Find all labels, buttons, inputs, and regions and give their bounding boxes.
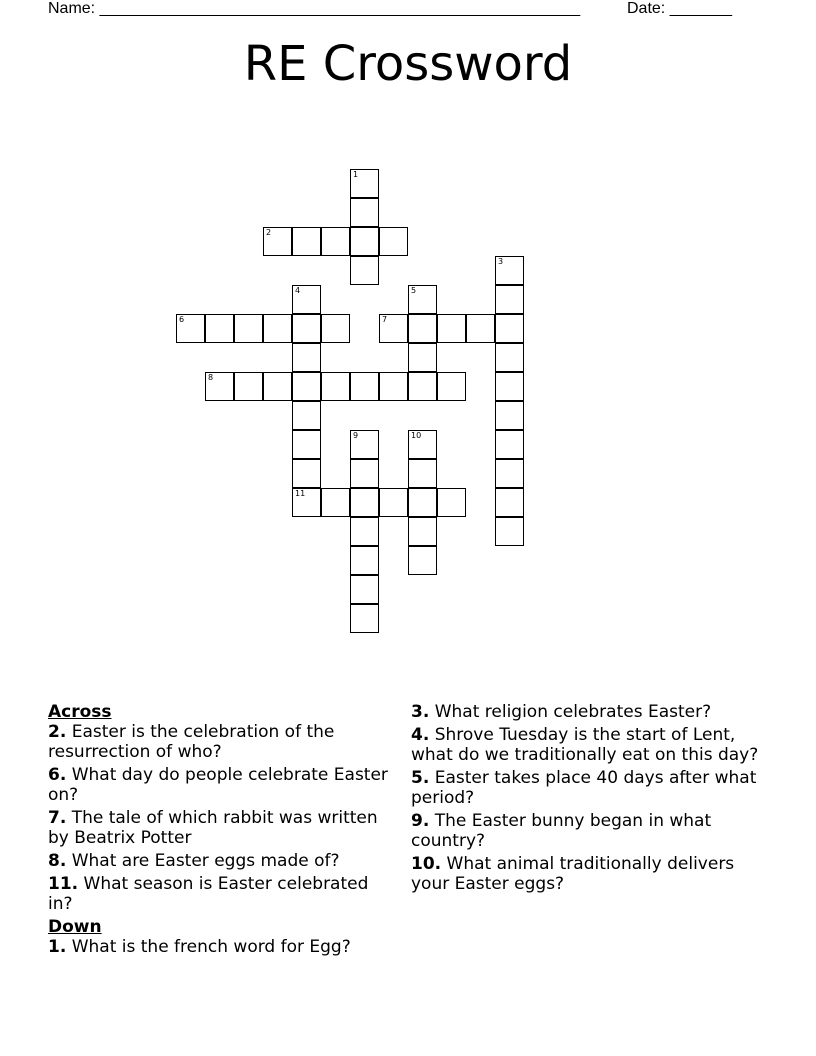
clue-item-text: Easter is the celebration of the resurrection of who? bbox=[48, 722, 335, 762]
page-title: RE Crossword bbox=[243, 36, 573, 92]
clue-number-label: 1 bbox=[353, 170, 359, 179]
crossword-cell[interactable] bbox=[263, 227, 292, 256]
crossword-cell[interactable] bbox=[379, 314, 408, 343]
crossword-cell[interactable] bbox=[495, 517, 524, 546]
crossword-cell[interactable] bbox=[408, 372, 437, 401]
clue-number-label: 9 bbox=[353, 431, 359, 440]
clue-number-label: 4 bbox=[295, 286, 301, 295]
across-clue-list bbox=[48, 722, 393, 914]
crossword-cell[interactable] bbox=[350, 546, 379, 575]
clue-item-number: 11. bbox=[48, 874, 79, 894]
clue-item-text: The Easter bunny began in what country? bbox=[411, 811, 712, 851]
clue-item-number: 6. bbox=[48, 765, 67, 785]
crossword-cell[interactable] bbox=[495, 401, 524, 430]
crossword-cell[interactable] bbox=[350, 227, 379, 256]
crossword-cell[interactable] bbox=[205, 314, 234, 343]
clue-item-number: 4. bbox=[411, 725, 430, 745]
crossword-cell[interactable] bbox=[408, 488, 437, 517]
crossword-cell[interactable] bbox=[495, 430, 524, 459]
crossword-cell[interactable] bbox=[292, 285, 321, 314]
clue-number-label: 8 bbox=[208, 373, 214, 382]
crossword-cell[interactable] bbox=[321, 488, 350, 517]
crossword-cell[interactable] bbox=[292, 372, 321, 401]
down-clue-list-left bbox=[48, 937, 393, 957]
crossword-cell[interactable] bbox=[350, 256, 379, 285]
clue-number-label: 10 bbox=[411, 431, 422, 440]
clue-item bbox=[411, 702, 771, 722]
crossword-cell[interactable] bbox=[292, 314, 321, 343]
crossword-cell[interactable] bbox=[379, 372, 408, 401]
crossword-cell[interactable] bbox=[292, 227, 321, 256]
clue-item bbox=[48, 808, 393, 848]
crossword-cell[interactable] bbox=[321, 372, 350, 401]
crossword-cell[interactable] bbox=[495, 256, 524, 285]
clue-item-number: 7. bbox=[48, 808, 67, 828]
crossword-cell[interactable] bbox=[350, 430, 379, 459]
crossword-cell[interactable] bbox=[321, 314, 350, 343]
crossword-cell[interactable] bbox=[350, 459, 379, 488]
clue-number-label: 5 bbox=[411, 286, 417, 295]
clue-number-label: 7 bbox=[382, 315, 388, 324]
name-field-label: Name: ______________________________________________________ bbox=[48, 0, 581, 17]
clue-item-text: What are Easter eggs made of? bbox=[66, 851, 340, 871]
date-field-label: Date: _______ bbox=[627, 0, 732, 17]
clue-item-number: 3. bbox=[411, 702, 430, 722]
crossword-cell[interactable] bbox=[350, 517, 379, 546]
clue-item-number: 2. bbox=[48, 722, 67, 742]
crossword-cell[interactable] bbox=[350, 169, 379, 198]
crossword-cell[interactable] bbox=[234, 314, 263, 343]
crossword-cell[interactable] bbox=[321, 227, 350, 256]
clue-item bbox=[411, 811, 771, 851]
clue-item-number: 10. bbox=[411, 854, 442, 874]
clue-item-number: 1. bbox=[48, 937, 67, 957]
crossword-cell[interactable] bbox=[495, 372, 524, 401]
crossword-cell[interactable] bbox=[292, 343, 321, 372]
clue-item bbox=[48, 851, 393, 871]
crossword-cell[interactable] bbox=[437, 488, 466, 517]
crossword-cell[interactable] bbox=[495, 488, 524, 517]
clue-item bbox=[48, 765, 393, 805]
crossword-cell[interactable] bbox=[408, 343, 437, 372]
crossword-cell[interactable] bbox=[495, 459, 524, 488]
crossword-cell[interactable] bbox=[350, 575, 379, 604]
crossword-cell[interactable] bbox=[495, 314, 524, 343]
across-heading: Across bbox=[48, 702, 112, 722]
crossword-cell[interactable] bbox=[408, 430, 437, 459]
clues-left-column bbox=[48, 702, 393, 960]
crossword-cell[interactable] bbox=[350, 604, 379, 633]
clue-item bbox=[48, 722, 393, 762]
crossword-cell[interactable] bbox=[292, 488, 321, 517]
clue-item bbox=[411, 725, 771, 765]
clue-item-number: 9. bbox=[411, 811, 430, 831]
crossword-cell[interactable] bbox=[466, 314, 495, 343]
clue-item-text: What animal traditionally delivers your Easter eggs? bbox=[411, 854, 735, 894]
clue-number-label: 6 bbox=[179, 315, 185, 324]
clue-item-text: Shrove Tuesday is the start of Lent, what do we traditionally eat on this day? bbox=[411, 725, 759, 765]
crossword-cell[interactable] bbox=[408, 546, 437, 575]
clue-item bbox=[411, 768, 771, 808]
clue-item-text: What day do people celebrate Easter on? bbox=[48, 765, 388, 805]
crossword-cell[interactable] bbox=[437, 372, 466, 401]
clue-item-text: The tale of which rabbit was written by Beatrix Potter bbox=[48, 808, 378, 848]
crossword-cell[interactable] bbox=[408, 459, 437, 488]
crossword-cell[interactable] bbox=[263, 372, 292, 401]
clue-item-number: 5. bbox=[411, 768, 430, 788]
clue-item-number: 8. bbox=[48, 851, 67, 871]
clue-item-text: What religion celebrates Easter? bbox=[429, 702, 712, 722]
clue-number-label: 3 bbox=[498, 257, 504, 266]
crossword-cell[interactable] bbox=[379, 488, 408, 517]
crossword-cell[interactable] bbox=[263, 314, 292, 343]
crossword-cell[interactable] bbox=[292, 459, 321, 488]
crossword-cell[interactable] bbox=[176, 314, 205, 343]
crossword-cell[interactable] bbox=[234, 372, 263, 401]
crossword-cell[interactable] bbox=[292, 430, 321, 459]
clue-number-label: 11 bbox=[295, 489, 306, 498]
clue-item bbox=[48, 874, 393, 914]
crossword-cell[interactable] bbox=[350, 372, 379, 401]
crossword-cell[interactable] bbox=[292, 401, 321, 430]
clue-item-text: What is the french word for Egg? bbox=[66, 937, 351, 957]
crossword-cell[interactable] bbox=[408, 517, 437, 546]
crossword-cell[interactable] bbox=[350, 488, 379, 517]
clue-item-text: Easter takes place 40 days after what period? bbox=[411, 768, 757, 808]
crossword-cell[interactable] bbox=[408, 314, 437, 343]
down-heading: Down bbox=[48, 917, 102, 937]
crossword-cell[interactable] bbox=[495, 343, 524, 372]
clue-item bbox=[411, 854, 771, 894]
clues-right-column bbox=[411, 702, 771, 897]
crossword-cell[interactable] bbox=[495, 285, 524, 314]
crossword-cell[interactable] bbox=[205, 372, 234, 401]
clue-number-label: 2 bbox=[266, 228, 272, 237]
crossword-cell[interactable] bbox=[350, 198, 379, 227]
crossword-cell[interactable] bbox=[437, 314, 466, 343]
crossword-cell[interactable] bbox=[379, 227, 408, 256]
down-clue-list-right bbox=[411, 702, 771, 894]
clue-item bbox=[48, 937, 393, 957]
crossword-cell[interactable] bbox=[408, 285, 437, 314]
clue-item-text: What season is Easter celebrated in? bbox=[48, 874, 369, 914]
